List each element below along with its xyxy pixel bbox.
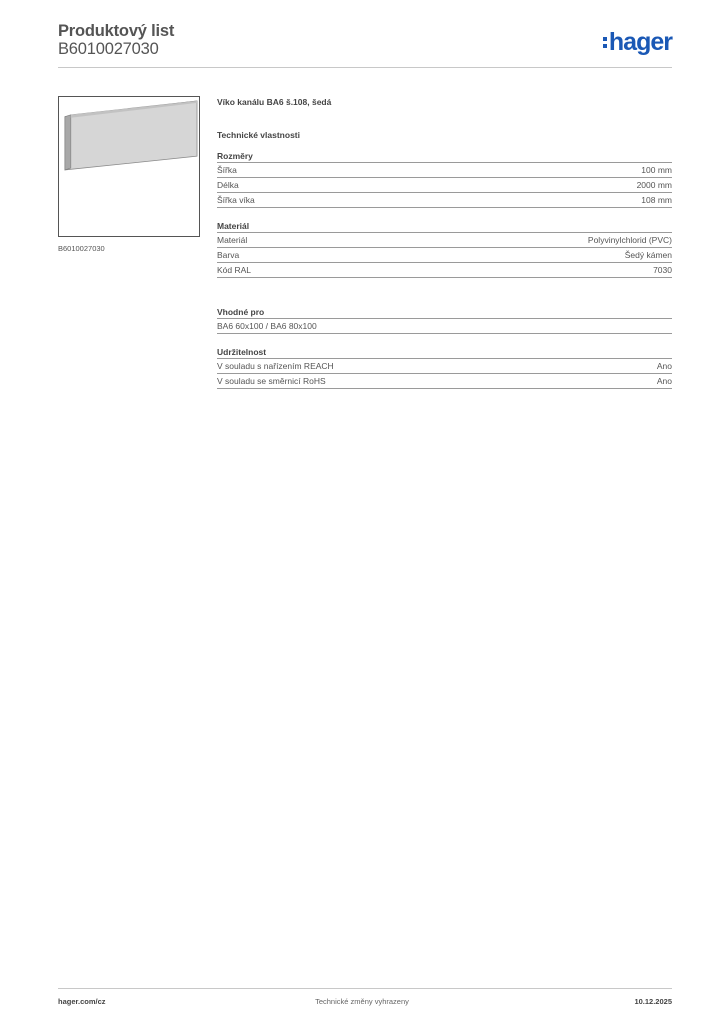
- footer-date: 10.12.2025: [634, 997, 672, 1006]
- spec-row: [217, 233, 672, 248]
- footer-website-link[interactable]: hager.com/cz: [58, 997, 106, 1006]
- spec-label: V souladu s nařízením REACH: [217, 361, 334, 371]
- spec-value: 100 mm: [641, 165, 672, 175]
- spec-row: [217, 248, 672, 263]
- header-divider: [58, 67, 672, 68]
- spec-value: Ano: [656, 376, 672, 386]
- group-title: Udržitelnost: [217, 347, 672, 359]
- product-name: Víko kanálu BA6 š.108, šedá: [217, 97, 332, 107]
- spec-label: Materiál: [217, 235, 248, 245]
- image-caption: B6010027030: [58, 244, 105, 253]
- spec-value: 2000 mm: [636, 180, 672, 190]
- spacer: [217, 291, 672, 307]
- channel-cover-icon: [59, 97, 199, 236]
- logo-dots-icon: [603, 37, 607, 48]
- group-title: Rozměry: [217, 151, 672, 163]
- group-rozmery: [217, 151, 672, 208]
- footer-divider: [58, 988, 672, 989]
- spec-row: [217, 163, 672, 178]
- spec-row: [217, 263, 672, 278]
- spec-label: BA6 60x100 / BA6 80x100: [217, 321, 317, 331]
- page-title: Produktový list: [58, 22, 175, 40]
- group-vhodne-pro: [217, 307, 672, 334]
- group-material: [217, 221, 672, 278]
- spec-label: Kód RAL: [217, 265, 252, 275]
- spec-label: V souladu se směrnicí RoHS: [217, 376, 326, 386]
- spec-row: [217, 359, 672, 374]
- hager-logo[interactable]: [603, 30, 672, 55]
- product-details: [217, 97, 672, 402]
- spec-value: Šedý kámen: [624, 250, 672, 260]
- logo-text: hager: [608, 28, 672, 56]
- spec-value: Polyvinylchlorid (PVC): [587, 235, 672, 245]
- footer-disclaimer: Technické změny vyhrazeny: [315, 997, 409, 1006]
- spec-label: Barva: [217, 250, 240, 260]
- spec-label: Šířka víka: [217, 195, 255, 205]
- tech-section-title: Technické vlastnosti: [217, 130, 300, 140]
- spec-row: [217, 178, 672, 193]
- spec-value: 7030: [653, 265, 672, 275]
- spec-row: [217, 319, 672, 334]
- spec-value: Ano: [656, 361, 672, 371]
- spec-label: Délka: [217, 180, 239, 190]
- product-image: [58, 96, 200, 237]
- group-title: Materiál: [217, 221, 672, 233]
- group-udrzitelnost: [217, 347, 672, 389]
- product-code: B6010027030: [58, 40, 159, 58]
- spec-row: [217, 193, 672, 208]
- spec-row: [217, 374, 672, 389]
- spec-value: 108 mm: [641, 195, 672, 205]
- group-title: Vhodné pro: [217, 307, 672, 319]
- spec-label: Šířka: [217, 165, 237, 175]
